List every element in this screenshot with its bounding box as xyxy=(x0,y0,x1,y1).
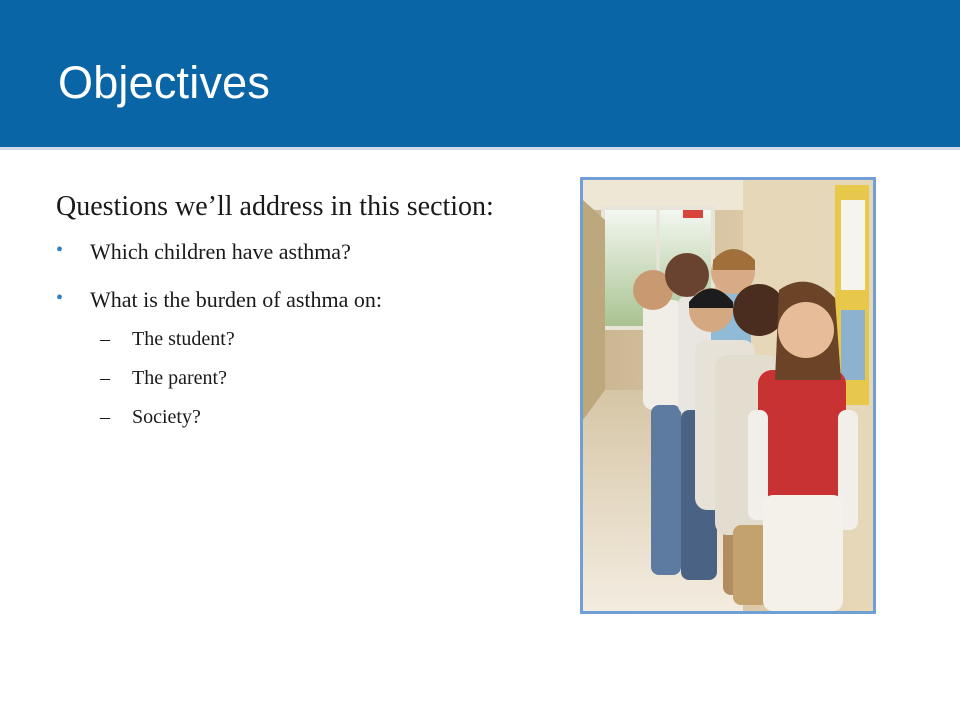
sub-bullet-item xyxy=(90,327,566,351)
dash-icon: – xyxy=(100,406,110,429)
photo-illustration xyxy=(583,180,873,611)
sub-bullet-text: The student? xyxy=(132,328,235,351)
slide-content xyxy=(56,190,566,451)
children-photo xyxy=(580,177,876,614)
sub-bullet-item xyxy=(90,405,566,429)
bullet-list xyxy=(56,239,566,430)
dash-icon: – xyxy=(100,328,110,351)
dash-icon: – xyxy=(100,367,110,390)
bullet-item xyxy=(56,239,566,265)
bullet-dot-icon: • xyxy=(56,238,64,261)
sub-bullet-text: Society? xyxy=(132,406,201,429)
bullet-dot-icon: • xyxy=(56,286,64,309)
bullet-text: What is the burden of asthma on: xyxy=(90,286,383,312)
sub-bullet-item xyxy=(90,366,566,390)
bullet-item xyxy=(56,287,566,429)
sub-bullet-list xyxy=(90,327,566,429)
title-bar xyxy=(0,0,960,150)
slide-title: Objectives xyxy=(58,57,271,108)
bullet-text: Which children have asthma? xyxy=(90,238,351,264)
intro-text: Questions we’ll address in this section: xyxy=(56,191,494,222)
sub-bullet-text: The parent? xyxy=(132,367,227,390)
